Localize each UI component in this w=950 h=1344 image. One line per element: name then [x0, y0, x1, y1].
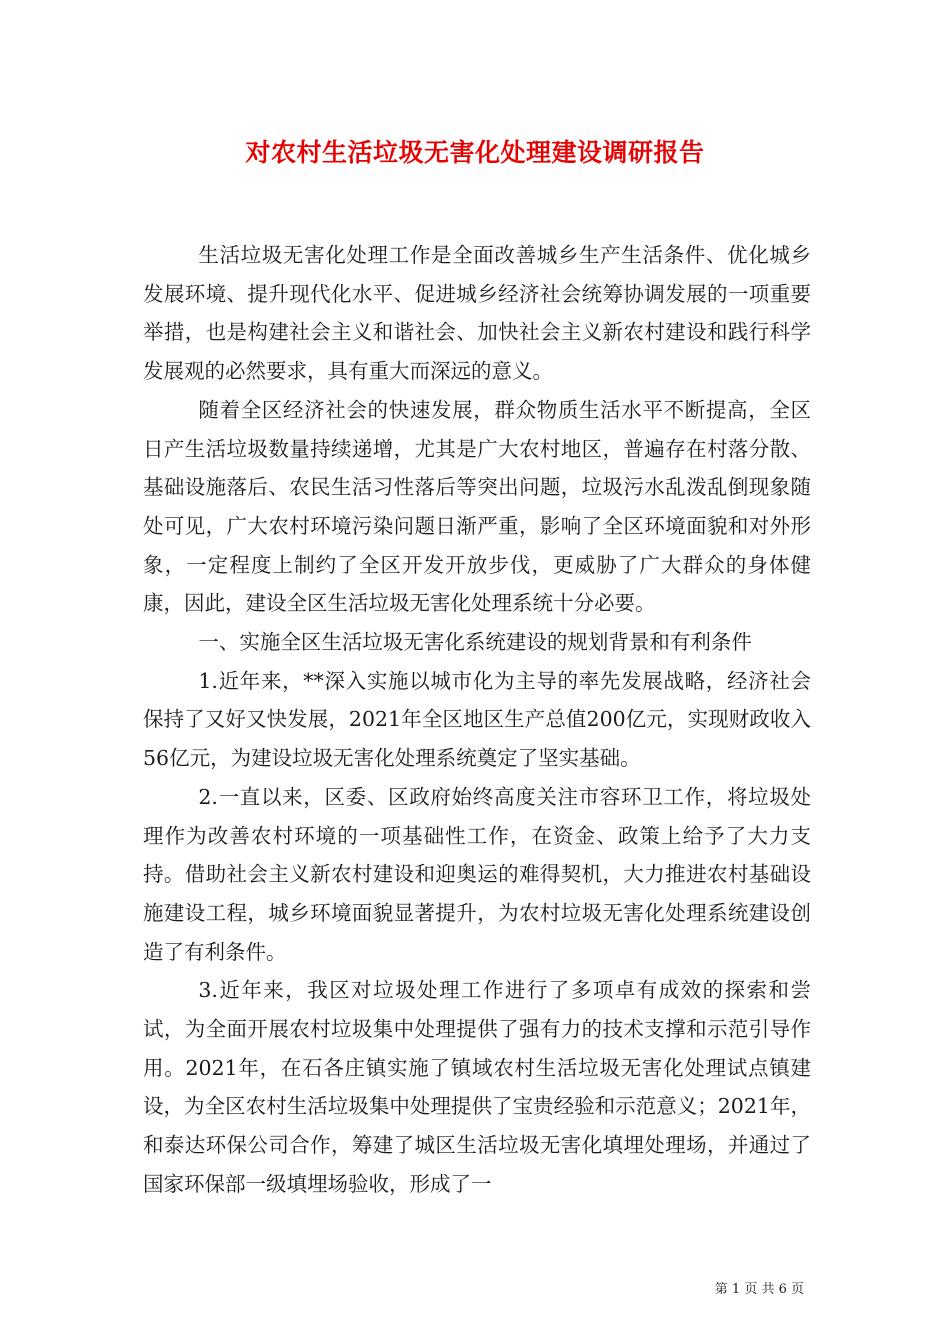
paragraph-item-2: 2.一直以来，区委、区政府始终高度关注市容环卫工作，将垃圾处理作为改善农村环境的一项基础性工作，在资金、政策上给予了大力支持。借助社会主义新农村建设和迎奥运的难得契机，大力推进农村基础设施建设工程，城乡环境面貌显著提升，为农村垃圾无害化处理系统建设创造了有利条件。	[143, 784, 811, 964]
paragraph-item-3: 3.近年来，我区对垃圾处理工作进行了多项卓有成效的探索和尝试，为全面开展农村垃圾集中处理提供了强有力的技术支撑和示范引导作用。2021年，在石各庄镇实施了镇域农村生活垃圾无害化处理试点镇建设，为全区农村生活垃圾集中处理提供了宝贵经验和示范意义；2021年，和泰达环保公司合作，筹建了城区生活垃圾无害化填埋处理场，并通过了国家环保部一级填埋场验收，形成了一	[143, 978, 811, 1196]
section-heading-1: 一、实施全区生活垃圾无害化系统建设的规划背景和有利条件	[198, 630, 752, 655]
paragraph-item-1: 1.近年来，**深入实施以城市化为主导的率先发展战略，经济社会保持了又好又快发展，2021年全区地区生产总值200亿元，实现财政收入56亿元，为建设垃圾无害化处理系统奠定了坚实基础。	[143, 668, 811, 771]
document-title: 对农村生活垃圾无害化处理建设调研报告	[245, 138, 705, 167]
page-number: 第 1 页 共 6 页	[714, 1282, 804, 1297]
paragraph-background: 随着全区经济社会的快速发展，群众物质生活水平不断提高，全区日产生活垃圾数量持续递增，尤其是广大农村地区，普遍存在村落分散、基础设施落后、农民生活习性落后等突出问题，垃圾污水乱泼乱倒现象随处可见，广大农村环境污染问题日渐严重，影响了全区环境面貌和对外形象，一定程度上制约了全区开发开放步伐，更威胁了广大群众的身体健康，因此，建设全区生活垃圾无害化处理系统十分必要。	[143, 397, 811, 616]
paragraph-intro: 生活垃圾无害化处理工作是全面改善城乡生产生活条件、优化城乡发展环境、提升现代化水平、促进城乡经济社会统筹协调发展的一项重要举措，也是构建社会主义和谐社会、加快社会主义新农村建设和践行科学发展观的必然要求，具有重大而深远的意义。	[143, 243, 811, 384]
document-body	[143, 236, 811, 1204]
